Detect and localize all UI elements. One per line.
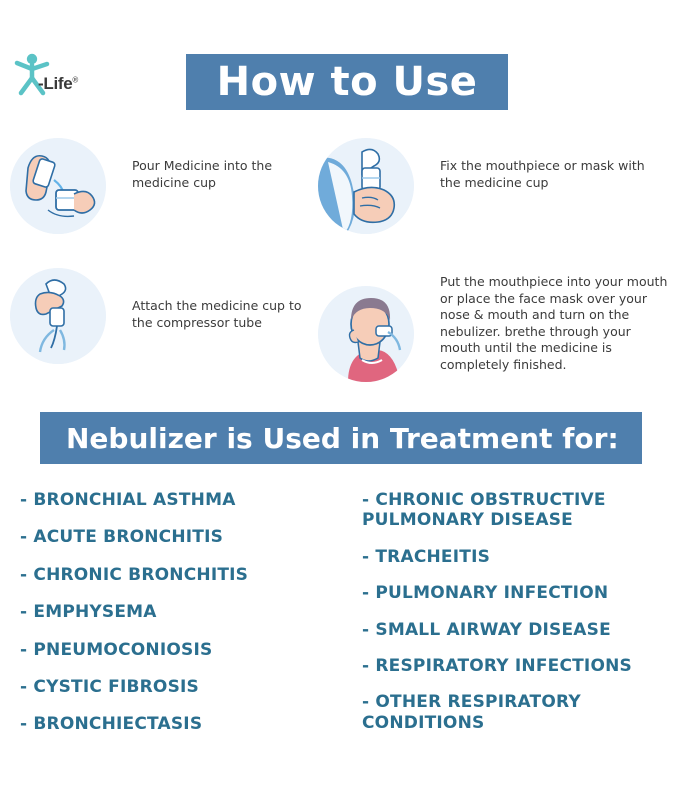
list-item — [362, 620, 682, 640]
step-3 — [10, 268, 320, 372]
step-2-illustration — [318, 138, 414, 234]
condition-label: SMALL AIRWAY DISEASE — [375, 619, 611, 640]
condition-label: BRONCHIAL ASTHMA — [33, 490, 236, 510]
step-2-text: Fix the mouthpiece or mask with the medicine cup — [440, 158, 645, 190]
bullet: - — [20, 676, 28, 697]
conditions-right-column — [362, 490, 682, 749]
bullet: - — [20, 714, 28, 735]
step-1-illustration — [10, 138, 106, 234]
condition-label: EMPHYSEMA — [33, 602, 157, 623]
condition-label: PULMONARY INFECTION — [375, 583, 609, 604]
bullet: - — [362, 655, 370, 676]
person-using-nebulizer-icon — [318, 286, 414, 382]
list-item — [20, 640, 350, 660]
step-3-text: Attach the medicine cup to the compressor tube — [132, 298, 302, 330]
list-item — [362, 692, 682, 733]
brand-name — [38, 74, 78, 94]
step-2 — [318, 138, 658, 242]
bullet: - — [20, 527, 28, 548]
bullet: - — [20, 490, 28, 510]
condition-label: CHRONIC OBSTRUCTIVE PULMONARY DISEASE — [362, 490, 606, 531]
list-item — [20, 490, 350, 510]
list-item — [362, 583, 682, 603]
list-item — [362, 547, 682, 567]
brand-name-text: -Life — [38, 74, 73, 93]
bullet: - — [362, 619, 370, 640]
bullet: - — [20, 602, 28, 623]
condition-label: CHRONIC BRONCHITIS — [33, 564, 249, 585]
hand-attaching-mouthpiece-icon — [318, 138, 414, 234]
bullet: - — [20, 564, 28, 585]
list-item — [20, 677, 350, 697]
bullet: - — [362, 546, 370, 567]
list-item — [20, 565, 350, 585]
page-title: How to Use — [216, 59, 478, 105]
treatment-section-banner — [40, 412, 642, 464]
condition-label: BRONCHIECTASIS — [33, 714, 203, 735]
list-item — [362, 490, 682, 531]
medicine-cup-tube-icon — [10, 268, 106, 364]
condition-label: TRACHEITIS — [375, 546, 491, 567]
brand-logo — [8, 52, 118, 112]
bullet: - — [362, 490, 370, 510]
registered-mark: ® — [72, 75, 78, 85]
condition-label: OTHER RESPIRATORY CONDITIONS — [362, 692, 581, 733]
bullet: - — [20, 639, 28, 660]
condition-label: PNEUMOCONIOSIS — [33, 639, 213, 660]
list-item — [20, 602, 350, 622]
treatment-section-heading: Nebulizer is Used in Treatment for: — [66, 421, 619, 455]
bullet: - — [362, 692, 370, 713]
step-4 — [318, 268, 668, 380]
list-item — [20, 527, 350, 547]
list-item — [362, 656, 682, 676]
hand-pouring-medicine-icon — [10, 138, 106, 234]
step-1-text: Pour Medicine into the medicine cup — [132, 158, 273, 190]
step-1 — [10, 138, 310, 242]
step-4-illustration — [318, 286, 414, 382]
step-3-illustration — [10, 268, 106, 364]
condition-label: RESPIRATORY INFECTIONS — [375, 655, 632, 676]
condition-label: CYSTIC FIBROSIS — [33, 676, 199, 697]
conditions-left-column — [20, 490, 350, 752]
condition-label: ACUTE BRONCHITIS — [33, 527, 224, 548]
list-item — [20, 714, 350, 734]
step-4-text: Put the mouthpiece into your mouth or place the face mask over your nose & mouth and turn on the nebulizer. brethe through your mouth until the medicine is completely finished. — [440, 274, 668, 372]
bullet: - — [362, 583, 370, 604]
page-title-banner — [186, 54, 508, 110]
